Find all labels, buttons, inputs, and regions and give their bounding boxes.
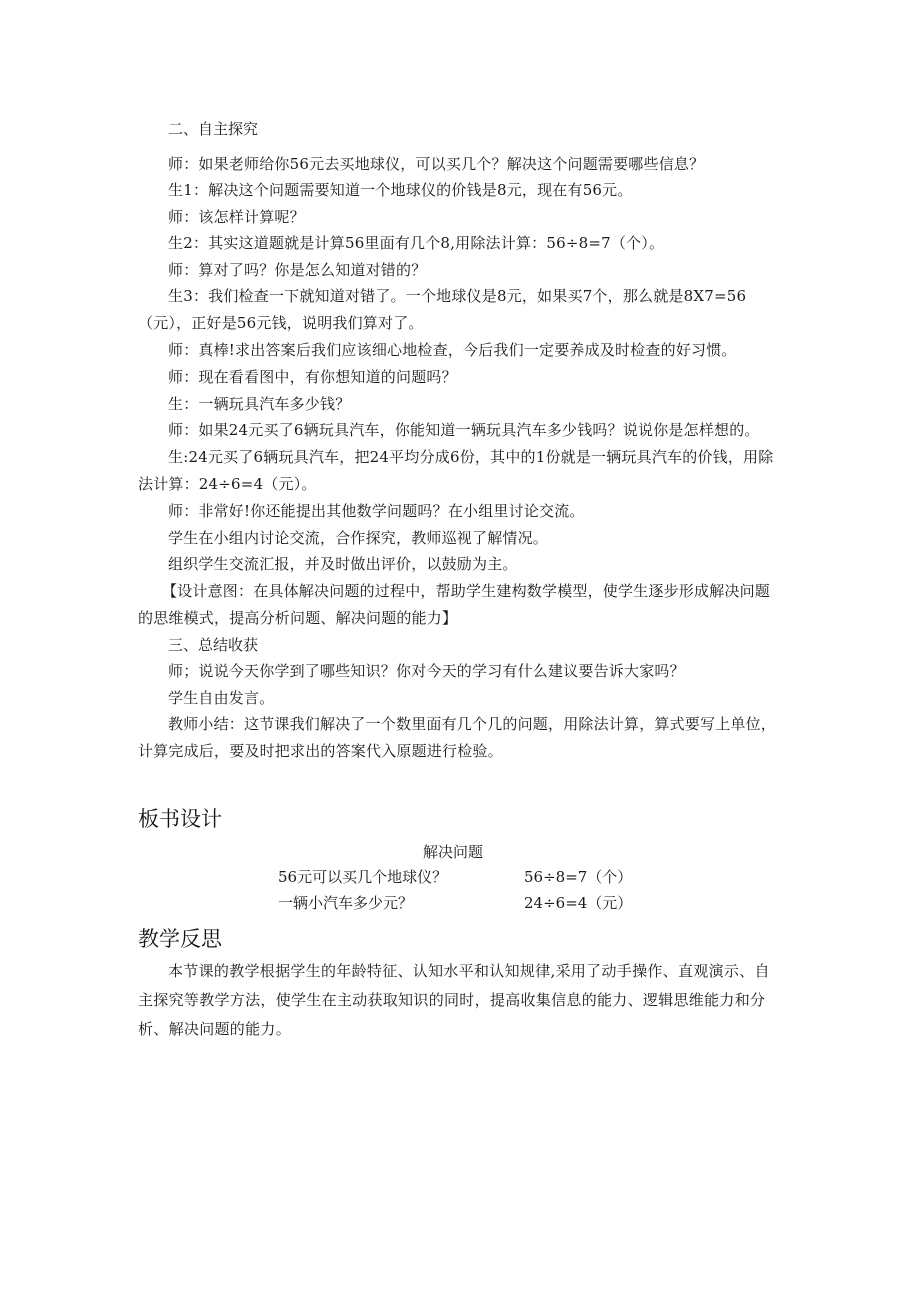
dialogue-line: 生1：解决这个问题需要知道一个地球仪的价钱是8元，现在有56元。 xyxy=(168,181,633,199)
dialogue-line: 师：如果24元买了6辆玩具汽车，你能知道一辆玩具汽车多少钱吗？说说你是怎样想的。 xyxy=(168,421,760,439)
board-design xyxy=(138,837,784,925)
board-design-heading: 板书设计 xyxy=(138,807,222,831)
dialogue-line: 生3：我们检查一下就知道对错了。一个地球仪是8元，如果买7个，那么就是8X7=56（元），正好是56元钱，说明我们算对了。 xyxy=(138,287,747,332)
summary-line: 教师小结：这节课我们解决了一个数里面有几个几的问题，用除法计算，算式要写上单位，计算完成后，要及时把求出的答案代入原题进行检验。 xyxy=(138,715,777,760)
dialogue-line: 生：一辆玩具汽车多少钱？ xyxy=(168,394,351,413)
dialogue-line: 师：如果老师给你56元去买地球仪，可以买几个？解决这个问题需要哪些信息？ xyxy=(168,154,705,173)
dialogue-line: 师：现在看看图中，有你想知道的问题吗？ xyxy=(168,368,457,386)
board-formula: 56÷8=7（个） xyxy=(524,868,633,886)
dialogue-line: 生2：其实这道题就是计算56里面有几个8,用除法计算：56÷8=7（个）。 xyxy=(168,234,665,252)
dialogue-line: 生:24元买了6辆玩具汽车，把24平均分成6份，其中的1份就是一辆玩具汽车的价钱，用除法计算：24÷6=4（元）。 xyxy=(138,448,774,493)
design-intent: 【设计意图：在具体解决问题的过程中，帮助学生建构数学模型，使学生逐步形成解决问题的思维模式，提高分析问题、解决问题的能力】 xyxy=(138,581,771,627)
spacer xyxy=(138,143,784,151)
summary-line: 师；说说今天你学到了哪些知识？你对今天的学习有什么建议要告诉大家吗？ xyxy=(168,662,685,680)
dialogue-line: 学生在小组内讨论交流，合作探究，教师巡视了解情况。 xyxy=(168,528,549,547)
board-title: 解决问题 xyxy=(423,843,484,861)
dialogue-line: 师：真棒!求出答案后我们应该细心地检查，今后我们一定要养成及时检查的好习惯。 xyxy=(168,341,737,359)
board-question: 一辆小汽车多少元？ xyxy=(278,894,414,912)
section-title-explore: 二、自主探究 xyxy=(168,120,259,138)
reflection-heading: 教学反思 xyxy=(138,927,222,951)
board-question: 56元可以买几个地球仪？ xyxy=(278,868,448,886)
document-content xyxy=(138,116,784,1059)
summary-line: 学生自由发言。 xyxy=(168,688,275,707)
section-title-summary: 三、总结收获 xyxy=(168,635,259,654)
dialogue-line: 师：非常好!你还能提出其他数学问题吗？在小组里讨论交流。 xyxy=(168,502,585,520)
reflection-text: 本节课的教学根据学生的年龄特征、认知水平和认知规律,采用了动手操作、直观演示、自主探究等教学方法，使学生在主动获取知识的同时，提高收集信息的能力、逻辑思维能力和分析、解决问题的能力。 xyxy=(138,962,770,1038)
dialogue-line: 师：该怎样计算呢？ xyxy=(168,207,305,226)
dialogue-line: 组织学生交流汇报，并及时做出评价，以鼓励为主。 xyxy=(168,555,518,573)
board-formula: 24÷6=4（元） xyxy=(524,894,633,912)
dialogue-line: 师：算对了吗？你是怎么知道对错的？ xyxy=(168,260,427,279)
